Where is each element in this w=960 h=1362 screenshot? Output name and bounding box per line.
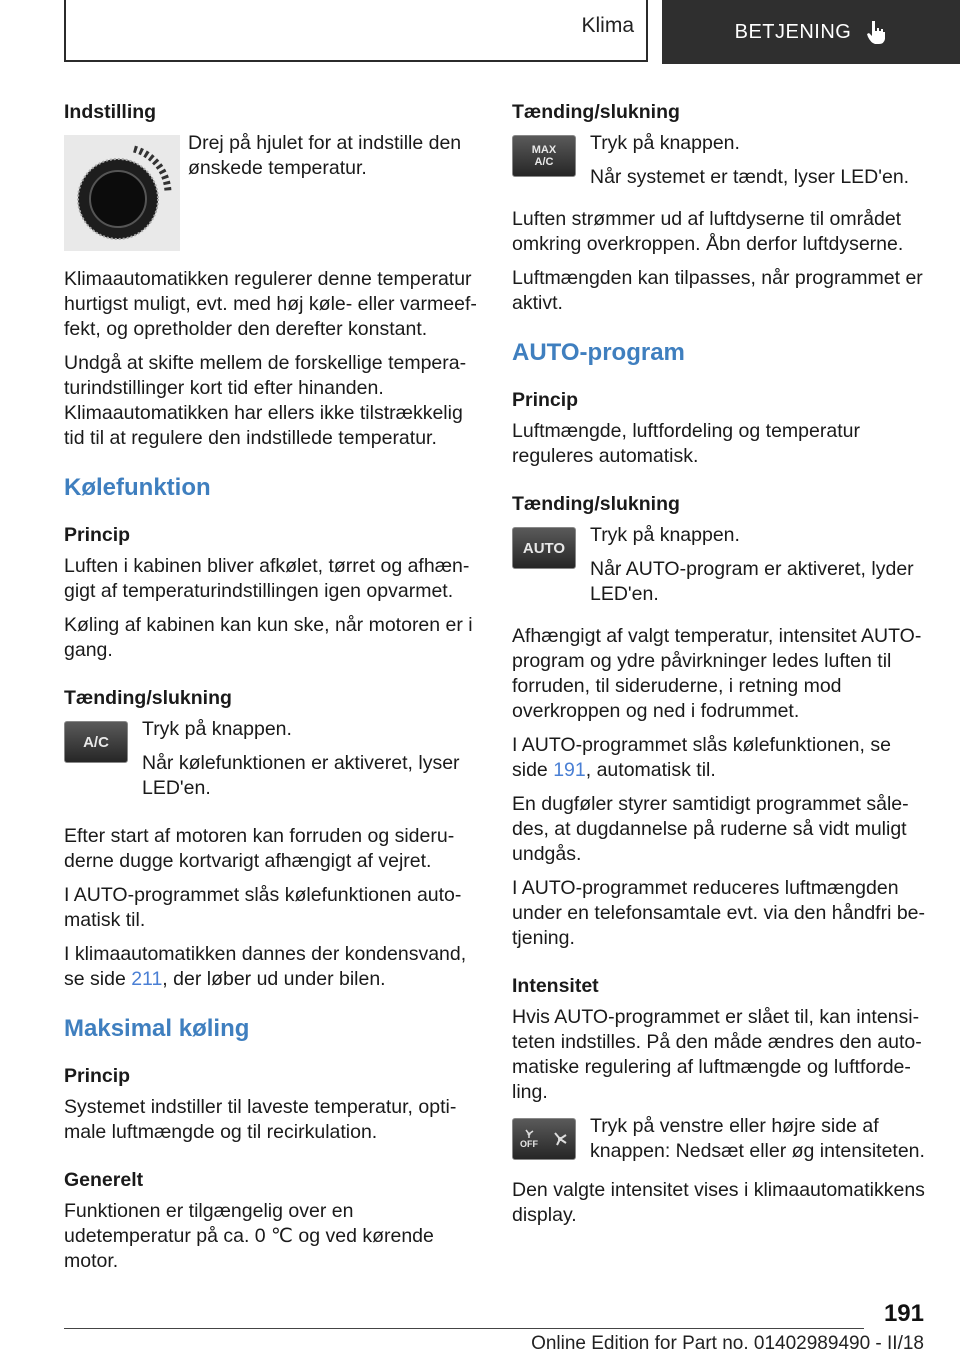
fan-low-off	[520, 1129, 538, 1149]
paragraph: Systemet indstiller til laveste temperatur, optimale luftmængde og til recirkulation.	[64, 1096, 457, 1143]
paragraph: Undgå at skifte mellem de forskellige temperaturindstillinger kort tid efter hinanden. Klimaautomatikken har ellers ikke tilstrækkelig tid til at regulere den indstillede temperatur.	[64, 352, 467, 449]
kolefunktion-heading: Kølefunktion	[64, 474, 211, 501]
left-column	[64, 100, 478, 1283]
section-title: Klima	[581, 14, 634, 37]
footer-divider	[64, 1328, 864, 1329]
paragraph: Klimaautomatikken regulerer denne temperatur hurtigst muligt, evt. med høj køle- eller varmeeffekt, og opretholder den derefter konstant.	[64, 268, 477, 340]
text: , automatisk til.	[585, 759, 716, 781]
fan-intensity-button-figure	[512, 1118, 576, 1160]
tending-heading: Tænding/slukning	[512, 493, 680, 515]
paragraph: Tryk på venstre eller højre side af knappen: Nedsæt eller øg intensiteten.	[590, 1115, 925, 1162]
off-label: OFF	[520, 1139, 538, 1149]
paragraph: Når systemet er tændt, lyser LED'en.	[590, 166, 910, 188]
page-number: 191	[883, 1300, 924, 1327]
auto-button-label: AUTO	[522, 539, 566, 557]
paragraph	[512, 733, 926, 783]
knob-figure-block	[64, 131, 478, 253]
auto-program-heading: AUTO-program	[512, 339, 685, 366]
right-column	[512, 100, 926, 1237]
paragraph: Når AUTO-program er aktiveret, lyder LED'en.	[590, 558, 914, 605]
paragraph: Luften i kabinen bliver afkølet, tørret og afhængigt af temperaturindstillingen igen opvarmet.	[64, 555, 470, 602]
princip-heading: Princip	[64, 1065, 131, 1087]
paragraph: Når kølefunktionen er aktiveret, lyser LED'en.	[142, 752, 460, 799]
auto-button-figure	[512, 527, 576, 569]
paragraph: En dugføler styrer samtidigt programmet således, at dugdannelse på ruderne så vidt muligt undgås.	[512, 793, 909, 865]
max-label: MAX	[531, 144, 557, 156]
knob-caption: Drej på hjulet for at indstille den ønskede temperatur.	[188, 132, 462, 179]
hand-pointer-icon	[865, 19, 887, 45]
indstilling-heading: Indstilling	[64, 101, 157, 123]
paragraph: Den valgte intensitet vises i klimaautomatikkens display.	[512, 1179, 925, 1226]
chapter-tab	[662, 0, 960, 64]
text: I AUTO-programmet slås kølefunktionen, se side	[512, 734, 891, 781]
intensitet-heading: Intensitet	[512, 975, 599, 997]
ac-label: A/C	[534, 156, 554, 168]
max-ac-button-figure	[512, 135, 576, 177]
paragraph: Tryk på knappen.	[142, 718, 292, 740]
paragraph: Efter start af motoren kan forruden og sideruderne dugge kortvarigt afhængigt af vejret.	[64, 825, 455, 872]
paragraph: Hvis AUTO-programmet er slået til, kan intensiteten indstilles. På den måde ændres den automatiske regulering af luftmængde og luftfordeling.	[512, 1006, 922, 1103]
princip-heading: Princip	[64, 524, 131, 546]
paragraph: Køling af kabinen kan kun ske, når motoren er i gang.	[64, 614, 473, 661]
fan-small-icon	[523, 1129, 535, 1139]
text: , der løber ud under bilen.	[162, 968, 386, 990]
maxac-button-block	[512, 131, 926, 190]
paragraph: Funktionen er tilgængelig over en udetemperatur på ca. 0 ℃ og ved kørende motor.	[64, 1200, 434, 1272]
tending-heading: Tænding/slukning	[512, 101, 680, 123]
rotary-knob-icon	[72, 143, 172, 243]
paragraph: Tryk på knappen.	[590, 524, 740, 546]
temperature-knob-figure	[64, 135, 180, 251]
paragraph	[64, 942, 478, 992]
chapter-title: BETJENING	[734, 20, 852, 43]
paragraph: Luftmængde, luftfordeling og temperatur reguleres automatisk.	[512, 420, 860, 467]
text: I klimaautomatikken dannes der kondensvand, se side	[64, 943, 467, 990]
maksimal-heading: Maksimal køling	[64, 1015, 250, 1042]
fan-button-block	[512, 1114, 926, 1170]
edition-footer: Online Edition for Part no. 01402989490 - II/18	[531, 1333, 924, 1354]
princip-heading: Princip	[512, 389, 579, 411]
paragraph: Luftmængden kan tilpasses, når programmet er aktivt.	[512, 267, 923, 314]
paragraph: I AUTO-programmet reduceres luftmængden under en telefonsamtale evt. via den håndfri betjening.	[512, 877, 926, 949]
tending-heading: Tænding/slukning	[64, 687, 232, 709]
fan-large-icon	[552, 1131, 568, 1147]
page-link[interactable]: 211	[131, 968, 163, 990]
paragraph: I AUTO-programmet slås kølefunktionen automatisk til.	[64, 884, 462, 931]
paragraph: Luften strømmer ud af luftdyserne til området omkring overkroppen. Åbn derfor luftdyserne.	[512, 208, 904, 255]
page-link[interactable]: 191	[553, 759, 586, 781]
generelt-heading: Generelt	[64, 1169, 144, 1191]
ac-button-label: A/C	[83, 733, 109, 751]
auto-button-block	[512, 523, 926, 607]
paragraph: Tryk på knappen.	[590, 132, 740, 154]
ac-button-block	[64, 717, 478, 801]
ac-button-figure	[64, 721, 128, 763]
paragraph: Afhængigt af valgt temperatur, intensitet AUTO-program og ydre påvirkninger ledes luften til forruden, til sideruderne, i retning mod overkroppen og ned i fodrummet.	[512, 625, 922, 722]
header-bar	[64, 0, 648, 62]
